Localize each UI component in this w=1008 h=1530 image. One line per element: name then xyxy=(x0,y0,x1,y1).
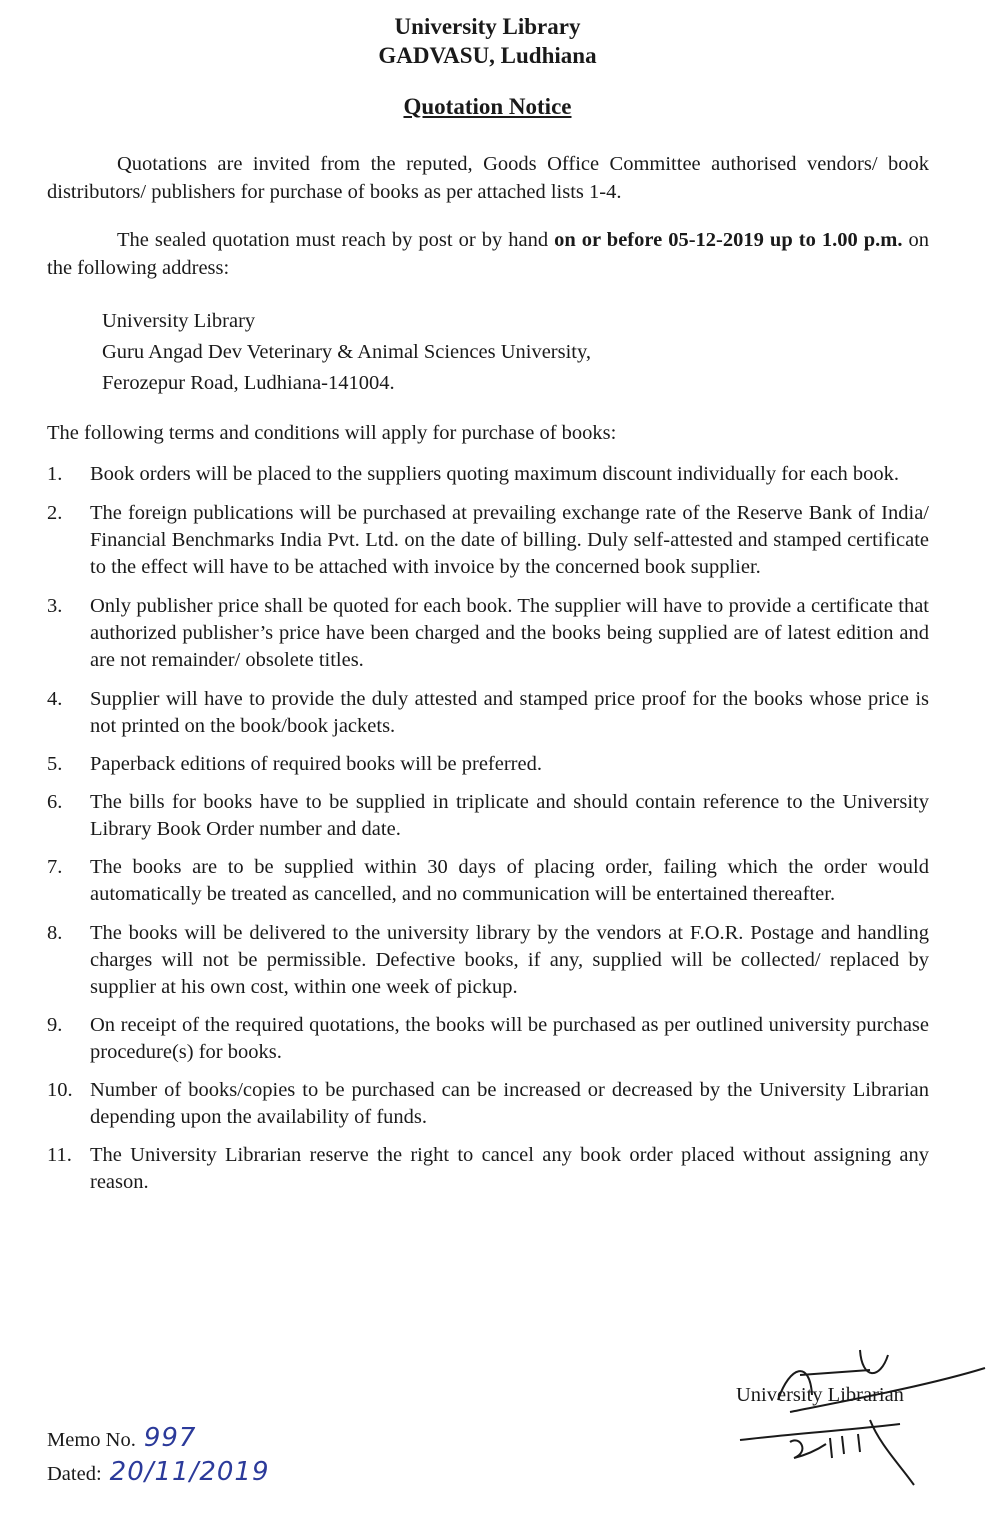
term-text: On receipt of the required quotations, the books will be purchased as per outlined university purchase procedure(s) for books. xyxy=(90,1014,929,1063)
term-item xyxy=(47,1142,929,1196)
term-item xyxy=(47,854,929,908)
term-number: 7. xyxy=(47,856,63,878)
term-text: The books will be delivered to the university library by the vendors at F.O.R. Postage and handling charges will not be permissible. Defective books, if any, supplied will be collected/ replaced by supplier at his own cost, within one week of pickup. xyxy=(90,922,929,998)
deadline-date: on or before 05-12-2019 up to 1.00 p.m. xyxy=(554,229,903,251)
term-item xyxy=(47,920,929,1001)
term-text: Supplier will have to provide the duly attested and stamped price proof for the books whose price is not printed on the book/book jackets. xyxy=(90,688,929,737)
term-text: The University Librarian reserve the right to cancel any book order placed without assigning any reason. xyxy=(90,1144,929,1193)
memo-label: Memo No. xyxy=(47,1429,136,1451)
term-item xyxy=(47,500,929,581)
dated-label: Dated: xyxy=(47,1463,102,1485)
term-item xyxy=(47,789,929,843)
institution-location: GADVASU, Ludhiana xyxy=(378,43,597,68)
term-item xyxy=(47,686,929,740)
term-text: The bills for books have to be supplied in triplicate and should contain reference to the University Library Book Order number and date. xyxy=(90,791,929,840)
signature-scribble xyxy=(730,1340,1000,1500)
term-number: 8. xyxy=(47,922,63,944)
term-item xyxy=(47,751,929,778)
term-text: The books are to be supplied within 30 days of placing order, failing which the order would automatically be treated as cancelled, and no communication will be entertained thereafter. xyxy=(90,856,929,905)
signature-block xyxy=(730,1340,1000,1500)
term-number: 1. xyxy=(47,463,63,485)
term-text: Book orders will be placed to the suppliers quoting maximum discount individually for each book. xyxy=(90,463,900,485)
address-line: Ferozepur Road, Ludhiana-141004. xyxy=(102,372,395,394)
term-text: The foreign publications will be purchased at prevailing exchange rate of the Reserve Bank of India/ Financial Benchmarks India Pvt. Ltd. on the date of billing. Duly self-attested and stamped certificate to the effect will have to be attached with invoice by the concerned book supplier. xyxy=(90,502,929,578)
deadline-tail: on the following address: xyxy=(47,229,930,279)
term-text: Paperback editions of required books will be preferred. xyxy=(90,753,542,775)
deadline-lead: The sealed quotation must reach by post or by hand xyxy=(117,229,555,251)
memo-block xyxy=(47,1422,270,1490)
term-item xyxy=(47,593,929,674)
intro-paragraph: Quotations are invited from the reputed, Goods Office Committee authorised vendors/ book distributors/ publishers for purchase of books as per attached lists 1-4. xyxy=(47,153,929,203)
term-number: 5. xyxy=(47,753,63,775)
memo-date: 20/11/2019 xyxy=(109,1457,270,1487)
term-item xyxy=(47,1077,929,1131)
address-block xyxy=(102,306,591,399)
term-number: 10. xyxy=(47,1079,73,1101)
term-item xyxy=(47,461,929,488)
term-number: 11. xyxy=(47,1144,72,1166)
term-number: 6. xyxy=(47,791,63,813)
deadline-paragraph xyxy=(47,226,929,282)
signatory-title: University Librarian xyxy=(736,1384,904,1406)
term-item xyxy=(47,1012,929,1066)
term-text: Only publisher price shall be quoted for each book. The supplier will have to provide a certificate that authorized publisher’s price have been charged and the books being supplied are of latest edition and are not remainder/ obsolete titles. xyxy=(90,595,929,671)
institution-name: University Library xyxy=(394,14,581,39)
memo-number: 997 xyxy=(143,1423,197,1453)
term-number: 9. xyxy=(47,1014,63,1036)
address-line: University Library xyxy=(102,310,256,332)
terms-intro: The following terms and conditions will apply for purchase of books: xyxy=(47,422,617,444)
letterhead xyxy=(0,12,975,70)
term-text: Number of books/copies to be purchased can be increased or decreased by the University Librarian depending upon the availability of funds. xyxy=(90,1079,929,1128)
term-number: 4. xyxy=(47,688,63,710)
term-number: 2. xyxy=(47,502,63,524)
address-line: Guru Angad Dev Veterinary & Animal Sciences University, xyxy=(102,341,592,363)
term-number: 3. xyxy=(47,595,63,617)
notice-title: Quotation Notice xyxy=(403,94,572,119)
terms-list xyxy=(47,461,929,1196)
